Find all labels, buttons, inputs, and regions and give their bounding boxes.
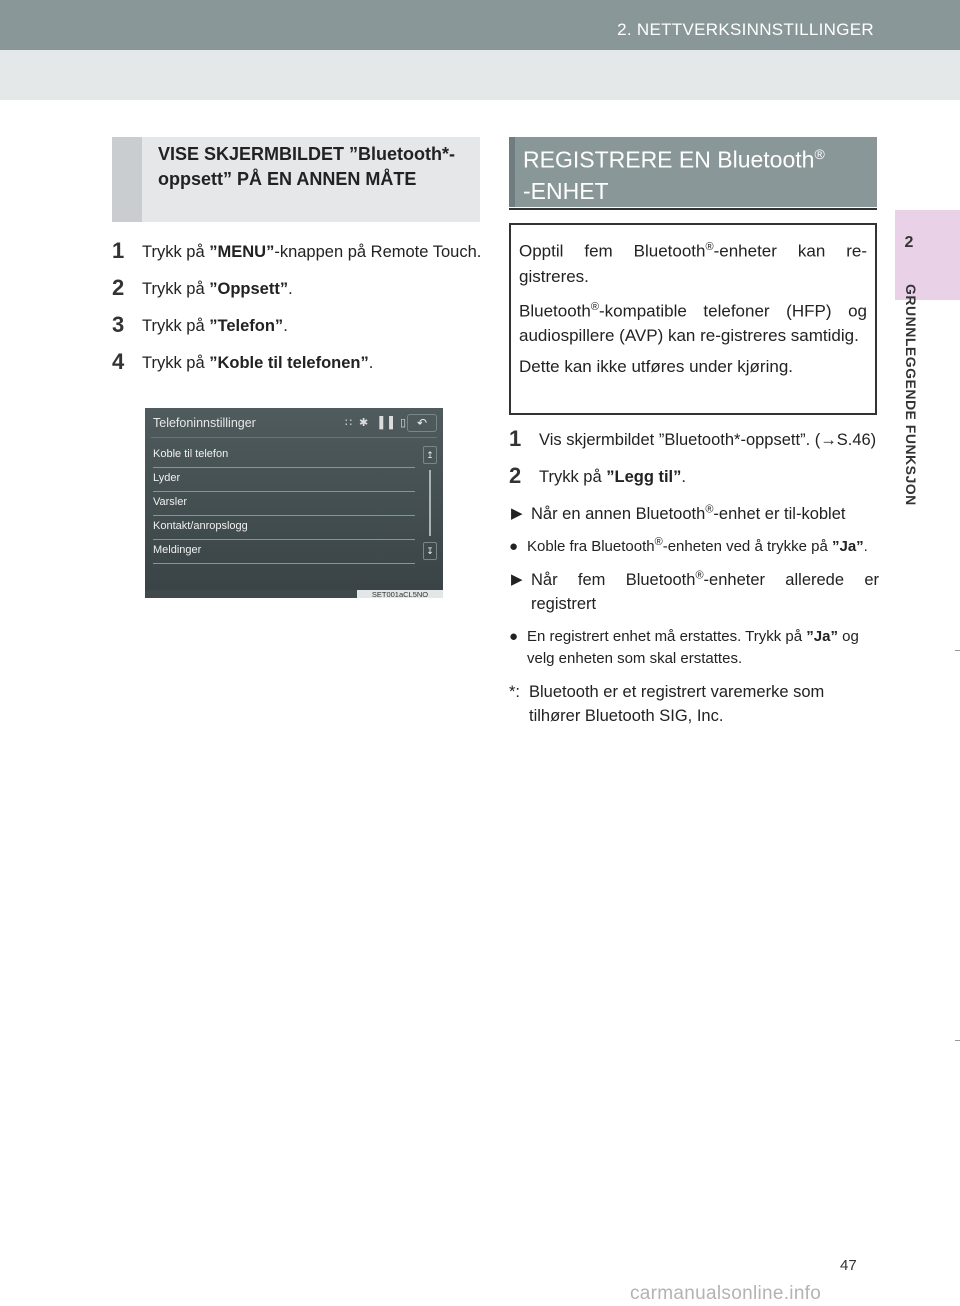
chapter-title: 2. NETTVERKSINNSTILLINGER bbox=[617, 20, 874, 39]
step-number: 1 bbox=[509, 426, 522, 451]
info-text: -enheter kan re-gistreres. bbox=[519, 241, 867, 286]
step-item bbox=[112, 351, 482, 376]
right-steps bbox=[509, 428, 879, 728]
info-text: -kompatible telefoner (HFP) og audiospillere (AVP) kan re-gistreres samtidig. bbox=[519, 301, 867, 346]
step-number: 3 bbox=[112, 312, 125, 337]
note-item bbox=[509, 536, 879, 558]
header-accent-bar bbox=[112, 137, 142, 222]
left-steps bbox=[112, 240, 482, 388]
step-item bbox=[509, 428, 879, 453]
scroll-down-icon[interactable]: ↧ bbox=[423, 542, 437, 560]
info-paragraph bbox=[519, 235, 867, 289]
registered-mark: ® bbox=[705, 241, 714, 253]
note-text: -enheten ved å trykke på bbox=[662, 538, 832, 555]
bullet-dot-icon: ● bbox=[509, 538, 519, 555]
bullet-dot-icon: ● bbox=[509, 628, 519, 645]
edge-mark bbox=[955, 650, 960, 651]
step-number: 1 bbox=[112, 238, 125, 263]
step-item bbox=[509, 465, 879, 490]
header-band bbox=[0, 0, 960, 50]
step-button-name: ”Legg til” bbox=[606, 468, 682, 486]
note-text: En registrert enhet må erstattes. Trykk på bbox=[527, 628, 807, 645]
registered-mark: ® bbox=[705, 503, 714, 516]
screen-title: Telefoninnstillinger bbox=[153, 416, 256, 430]
note-button-name: ”Ja” bbox=[831, 538, 864, 555]
step-text: . bbox=[288, 280, 293, 298]
header-underline bbox=[509, 208, 877, 210]
side-tab-number: 2 bbox=[904, 234, 914, 251]
title-rest: -ENHET bbox=[523, 177, 609, 204]
footnote bbox=[509, 680, 879, 728]
step-text: Trykk på bbox=[142, 280, 210, 298]
menu-item-contacts-log[interactable]: Kontakt/anropslogg bbox=[153, 516, 415, 540]
header-accent-bar bbox=[509, 137, 515, 207]
step-text: Vis skjermbildet ”Bluetooth*-oppsett”. (→S.46) bbox=[539, 431, 877, 449]
step-text: . bbox=[681, 468, 686, 486]
section-title-left: VISE SKJERMBILDET ”Bluetooth*-oppsett” PÅ EN ANNEN MÅTE bbox=[158, 144, 456, 189]
note-button-name: ”Ja” bbox=[806, 628, 838, 645]
menu-item-connect-phone[interactable]: Koble til telefon bbox=[153, 444, 415, 468]
side-tab-label: GRUNNLEGGENDE FUNKSJON bbox=[903, 284, 919, 506]
divider bbox=[151, 437, 437, 438]
back-icon[interactable]: ↶ bbox=[407, 414, 437, 432]
case-text: Når en annen Bluetooth bbox=[531, 505, 706, 523]
step-text: Trykk på bbox=[142, 243, 210, 261]
scrollbar[interactable] bbox=[429, 470, 431, 536]
step-item bbox=[112, 314, 482, 339]
step-number: 2 bbox=[112, 275, 125, 300]
image-code: SET001aCL5NO bbox=[357, 590, 443, 598]
case-text: -enhet er til-koblet bbox=[713, 505, 846, 523]
registered-mark: ® bbox=[654, 536, 663, 548]
registered-mark: ® bbox=[695, 569, 704, 582]
section-header-right bbox=[509, 137, 877, 207]
note-text: Koble fra Bluetooth bbox=[527, 538, 655, 555]
step-text: Trykk på bbox=[142, 354, 210, 372]
info-text: Bluetooth bbox=[519, 301, 591, 321]
step-text: Trykk på bbox=[539, 468, 607, 486]
step-text: Trykk på bbox=[142, 317, 210, 335]
note-text: og velg enheten som skal erstattes. bbox=[527, 628, 859, 667]
menu-item-sounds[interactable]: Lyder bbox=[153, 468, 415, 492]
case-text: -enheter allerede er registrert bbox=[531, 571, 879, 613]
footnote-text: Bluetooth er et registrert varemerke som tilhører Bluetooth SIG, Inc. bbox=[529, 683, 825, 725]
triangle-icon: ▶ bbox=[511, 571, 523, 588]
page-number: 47 bbox=[840, 1257, 857, 1274]
watermark: carmanualsonline.info bbox=[630, 1283, 822, 1304]
menu-item-notifications[interactable]: Varsler bbox=[153, 492, 415, 516]
info-paragraph bbox=[519, 295, 867, 349]
step-item bbox=[112, 240, 482, 265]
step-text: -knappen på Remote Touch. bbox=[274, 243, 482, 261]
case-item bbox=[509, 502, 879, 526]
step-text: . bbox=[283, 317, 288, 335]
info-paragraph: Dette kan ikke utføres under kjøring. bbox=[519, 357, 794, 377]
case-text: Når fem Bluetooth bbox=[531, 571, 696, 589]
step-number: 4 bbox=[112, 349, 125, 374]
note-item bbox=[509, 626, 879, 670]
case-item bbox=[509, 568, 879, 616]
menu-item-messages[interactable]: Meldinger bbox=[153, 540, 415, 564]
section-header-left bbox=[112, 137, 480, 222]
note-text: . bbox=[863, 538, 868, 555]
triangle-icon: ▶ bbox=[511, 505, 523, 522]
step-button-name: ”Telefon” bbox=[209, 317, 284, 335]
step-button-name: ”MENU” bbox=[209, 243, 275, 261]
registered-mark: ® bbox=[814, 146, 825, 162]
step-button-name: ”Oppsett” bbox=[209, 280, 289, 298]
header-underband bbox=[0, 50, 960, 100]
info-box bbox=[509, 223, 877, 415]
section-title-right bbox=[523, 139, 869, 207]
phone-settings-screenshot bbox=[145, 408, 443, 598]
title-main: REGISTRERE EN Bluetooth bbox=[523, 146, 815, 173]
info-text: Opptil fem Bluetooth bbox=[519, 241, 706, 261]
scroll-up-icon[interactable]: ↥ bbox=[423, 446, 437, 464]
edge-mark bbox=[955, 1040, 960, 1041]
step-item bbox=[112, 277, 482, 302]
status-icons: ∷ ✱ ▐▐ ▯ bbox=[345, 417, 409, 429]
step-text: . bbox=[368, 354, 374, 372]
step-number: 2 bbox=[509, 463, 522, 488]
step-button-name: ”Koble til telefonen” bbox=[209, 354, 369, 372]
registered-mark: ® bbox=[590, 300, 599, 313]
footnote-mark: *: bbox=[509, 683, 521, 701]
